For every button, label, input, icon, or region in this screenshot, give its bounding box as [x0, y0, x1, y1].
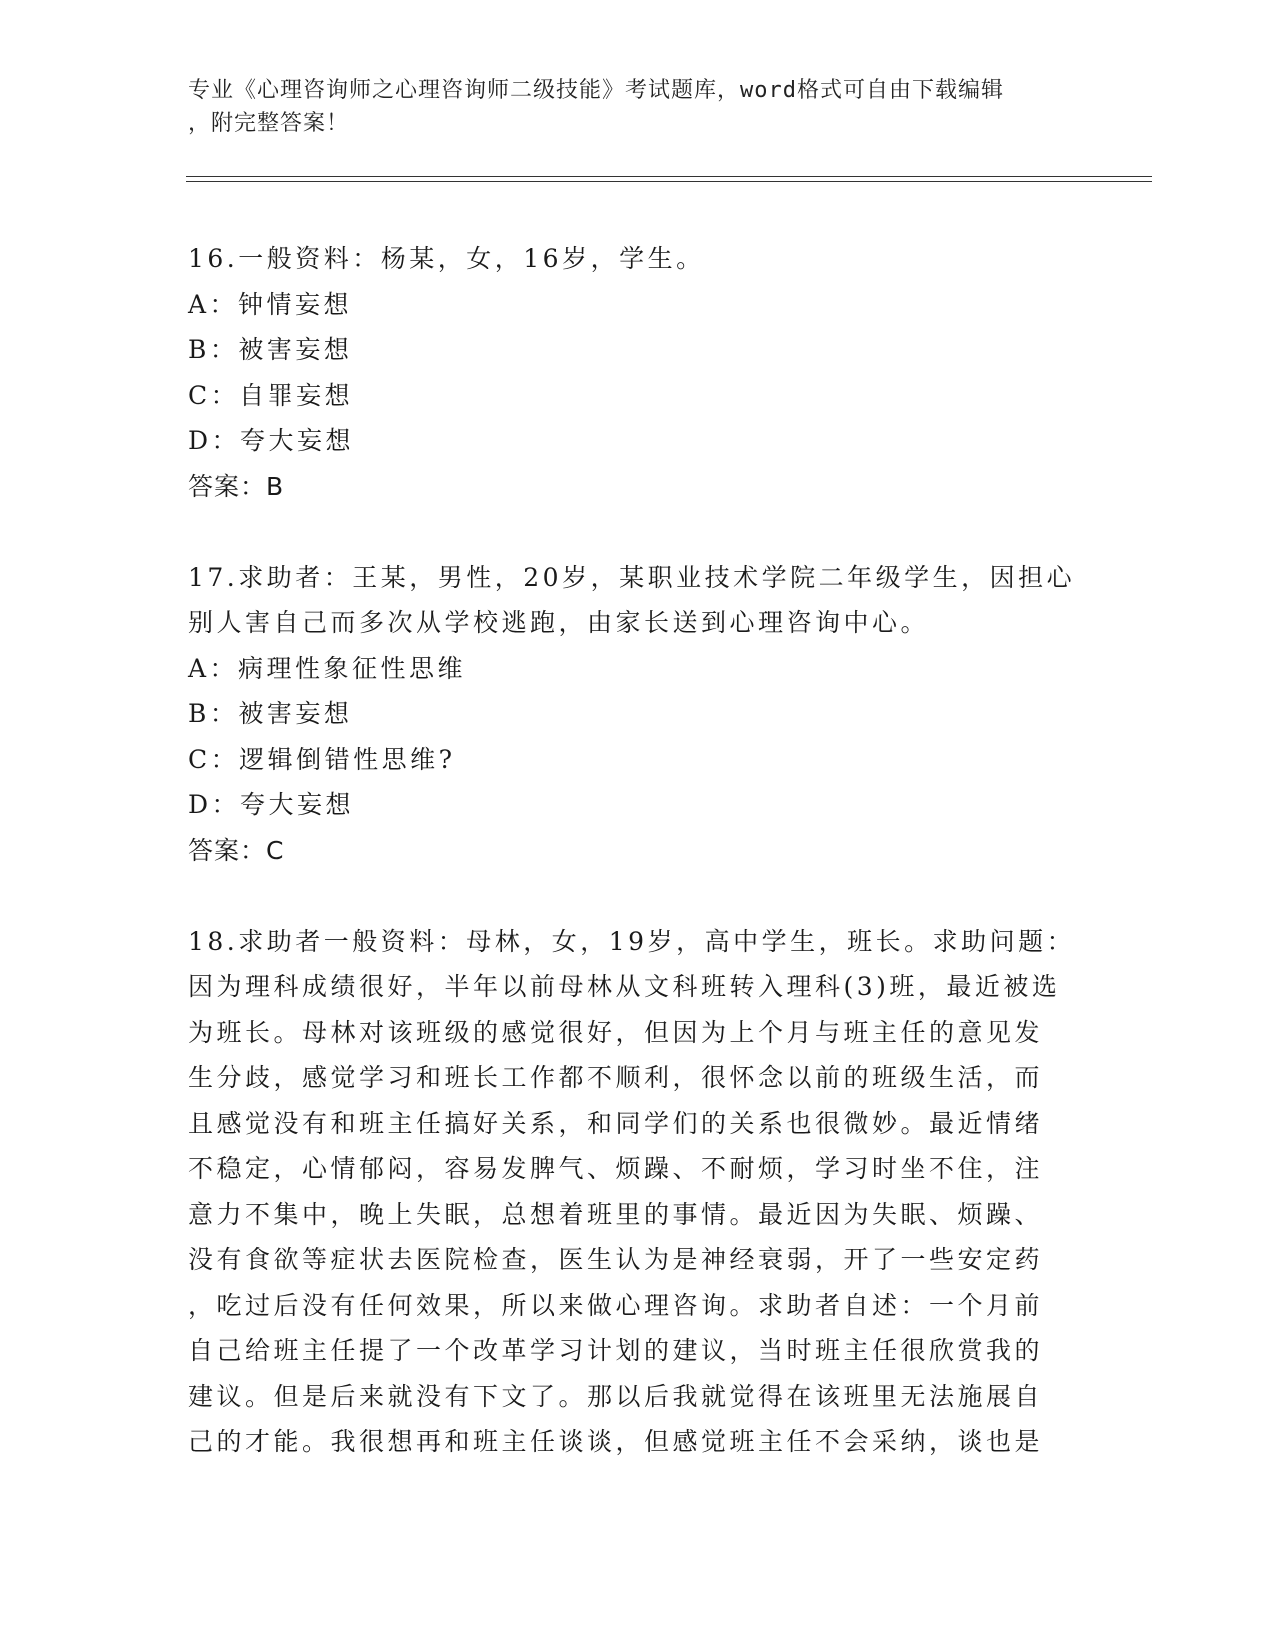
document-header [188, 74, 1068, 140]
question-18 [188, 919, 1088, 1465]
question-17 [188, 555, 1088, 874]
question-stem-line-5: 且感觉没有和班主任搞好关系，和同学们的关系也很微妙。最近情绪 [188, 1108, 1044, 1138]
question-spacer [188, 509, 1088, 555]
question-stem-line-12: 己的才能。我很想再和班主任谈谈，但感觉班主任不会采纳，谈也是 [188, 1427, 1044, 1456]
question-stem-line-11: 建议。但是后来就没有下文了。那以后我就觉得在该班里无法施展自 [188, 1381, 1044, 1411]
question-16 [188, 236, 1088, 509]
question-stem-line-2: 别人害自己而多次从学校逃跑，由家长送到心理咨询中心。 [188, 608, 930, 637]
header-line-2: ，附完整答案！ [188, 111, 350, 136]
answer-line: 答案：B [188, 471, 285, 501]
question-list [188, 236, 1088, 1465]
option-d: D：夸大妄想 [188, 790, 355, 819]
option-b: B：被害妄想 [188, 335, 353, 364]
question-stem-line-9: ，吃过后没有任何效果，所以来做心理咨询。求助者自述：一个月前 [188, 1290, 1044, 1320]
option-c: C：逻辑倒错性思维? [188, 744, 456, 774]
option-b: B：被害妄想 [188, 699, 353, 728]
question-stem: 16.一般资料：杨某，女，16岁，学生。 [188, 244, 705, 273]
header-divider-top [186, 176, 1152, 177]
question-stem-line-4: 生分歧，感觉学习和班长工作都不顺利，很怀念以前的班级生活，而 [188, 1063, 1044, 1092]
question-spacer [188, 873, 1088, 919]
option-c: C：自罪妄想 [188, 380, 354, 410]
option-a: A：病理性象征性思维 [188, 653, 467, 683]
question-stem-line-10: 自己给班主任提了一个改革学习计划的建议，当时班主任很欣赏我的 [188, 1336, 1044, 1365]
question-stem-line-1: 17.求助者：王某，男性，20岁，某职业技术学院二年级学生，因担心 [188, 562, 1076, 592]
question-stem-line-1: 18.求助者一般资料：母林，女，19岁，高中学生，班长。求助问题： [188, 926, 1076, 956]
question-stem-line-6: 不稳定，心情郁闷，容易发脾气、烦躁、不耐烦，学习时坐不住，注 [188, 1154, 1044, 1183]
answer-line: 答案：C [188, 835, 285, 865]
option-d: D：夸大妄想 [188, 426, 355, 455]
question-stem-line-8: 没有食欲等症状去医院检查，医生认为是神经衰弱，开了一些安定药 [188, 1245, 1044, 1274]
header-divider-bottom [186, 181, 1152, 182]
question-stem-line-7: 意力不集中，晚上失眠，总想着班里的事情。最近因为失眠、烦躁、 [188, 1199, 1044, 1229]
question-stem-line-2: 因为理科成绩很好，半年以前母林从文科班转入理科(3)班，最近被选 [188, 972, 1061, 1001]
header-line-1: 专业《心理咨询师之心理咨询师二级技能》考试题库，word格式可自由下载编辑 [188, 78, 1004, 103]
option-a: A：钟情妄想 [188, 289, 353, 319]
question-stem-line-3: 为班长。母林对该班级的感觉很好，但因为上个月与班主任的意见发 [188, 1017, 1044, 1047]
